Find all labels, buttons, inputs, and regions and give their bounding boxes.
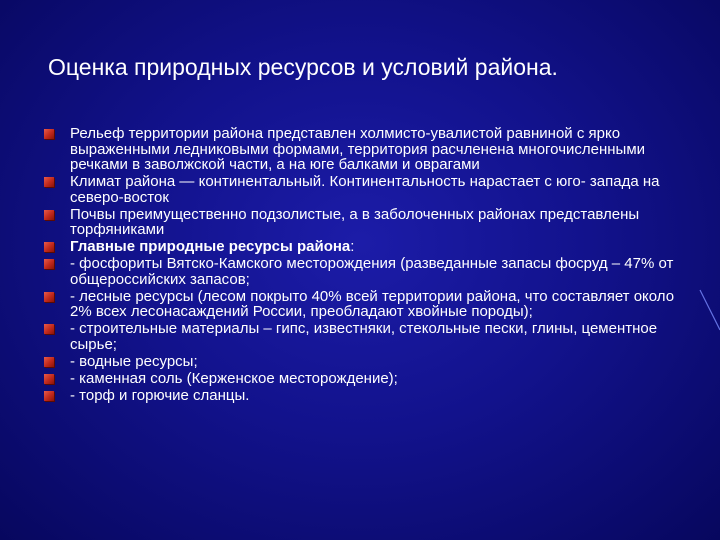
red-square-bullet-icon xyxy=(44,324,54,334)
red-square-bullet-icon xyxy=(44,357,54,367)
bullet-item-climate xyxy=(44,174,684,205)
bullet-item-main-resources xyxy=(44,239,684,255)
bullet-text: - каменная соль (Керженское месторождение); xyxy=(70,370,398,388)
bullet-text: Климат района — континентальный. Континентальность нарастает с юго- запада на северо-восток xyxy=(70,173,660,206)
bullet-bold-text: Главные природные ресурсы района xyxy=(70,238,351,256)
bullet-text: : xyxy=(350,238,355,256)
bullet-text: - лесные ресурсы (лесом покрыто 40% всей территории района, что составляет около 2% всех лесонасаждений России, преобладают хвойные породы); xyxy=(70,287,675,321)
red-square-bullet-icon xyxy=(44,374,54,384)
bullet-item-relief xyxy=(44,126,684,173)
red-square-bullet-icon xyxy=(44,177,54,187)
red-square-bullet-icon xyxy=(44,391,54,401)
red-square-bullet-icon xyxy=(44,210,54,220)
bullet-item-soils xyxy=(44,207,684,238)
bullet-item-forest xyxy=(44,289,684,320)
bullet-text: - фосфориты Вятско-Камского месторождения (разведанные запасы фосруд – 47% от общероссийских запасов; xyxy=(70,255,674,288)
bullet-text: - строительные материалы – гипс, известняки, стекольные пески, глины, цементное сырье; xyxy=(70,320,658,354)
red-square-bullet-icon xyxy=(44,259,54,269)
bullet-text: Почвы преимущественно подзолистые, а в заболоченных районах представлены торфяниками xyxy=(70,205,640,239)
bullet-item-salt xyxy=(44,371,684,387)
red-square-bullet-icon xyxy=(44,129,54,139)
slide-title: Оценка природных ресурсов и условий района. xyxy=(48,54,558,80)
bullet-item-water xyxy=(44,354,684,370)
bullet-item-peat xyxy=(44,388,684,404)
bullet-text: - водные ресурсы; xyxy=(70,353,198,371)
bullet-item-construction xyxy=(44,321,684,352)
bullet-item-phosphorites xyxy=(44,256,684,287)
bullet-text: Рельеф территории района представлен холмисто-увалистой равниной с ярко выраженными ледниковыми формами, территория расчленена многочисленными речками в заволжской части, а на юге балками и оврагами xyxy=(70,125,646,174)
bullet-list xyxy=(44,126,684,405)
red-square-bullet-icon xyxy=(44,292,54,302)
bullet-text: - торф и горючие сланцы. xyxy=(70,387,250,405)
red-square-bullet-icon xyxy=(44,242,54,252)
